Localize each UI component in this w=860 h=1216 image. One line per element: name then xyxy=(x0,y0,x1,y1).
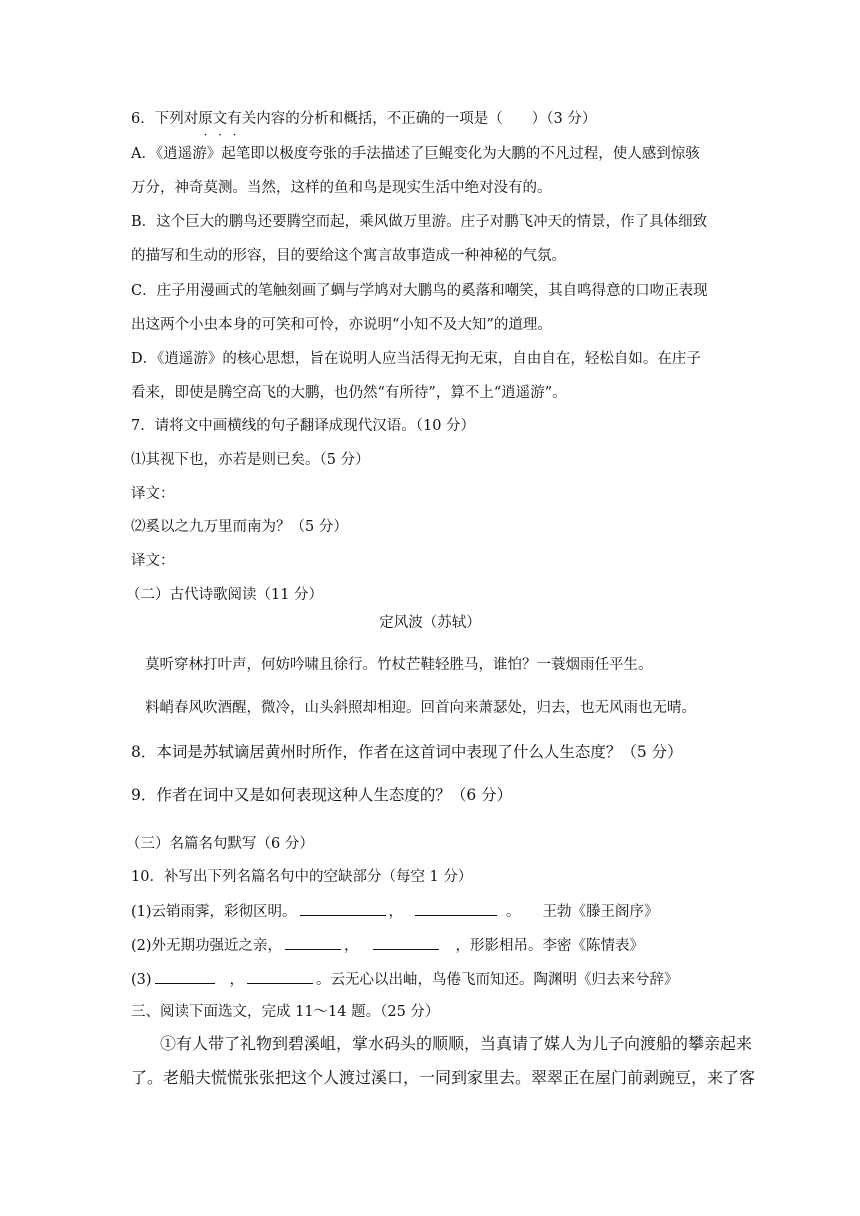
question-6-stem xyxy=(131,109,596,129)
question-10-stem: 10．补写出下列名篇名句中的空缺部分（每空 1 分） xyxy=(131,869,473,885)
question-7-stem: 7．请将文中画横线的句子翻译成现代汉语。（10 分） xyxy=(131,418,476,434)
answer-blank[interactable] xyxy=(247,969,313,984)
option-c-line1: C．庄子用漫画式的笔触刻画了蜩与学鸠对大鹏鸟的奚落和嘲笑，其自鸣得意的口吻正表现 xyxy=(131,283,708,299)
option-c-line2: 出这两个小虫本身的可笑和可怜，亦说明“小知不及大知”的道理。 xyxy=(131,317,552,333)
row1-sep: ， xyxy=(388,904,404,920)
row2-sep: ， xyxy=(344,938,359,954)
row1-source: 王勃《滕王阁序》 xyxy=(542,904,659,920)
emphasis-char: 原 xyxy=(198,111,213,127)
section-heading-recitation: （三）名篇名句默写（6 分） xyxy=(126,836,314,852)
answer-blank[interactable] xyxy=(300,901,386,916)
option-a-line2: 万分，神奇莫测。当然，这样的鱼和鸟是现实生活中绝对没有的。 xyxy=(131,180,552,196)
translation-label-1: 译文： xyxy=(131,486,175,502)
option-b-line1: B．这个巨大的鹏鸟还要腾空而起，乘风做万里游。庄子对鹏飞冲天的情景，作了具体细致 xyxy=(131,214,708,230)
option-d-line2: 看来，即使是腾空高飞的大鹏，也仍然“有所待”，算不上“逍遥游”。 xyxy=(131,385,567,401)
question-8: 8．本词是苏轼谪居黄州时所作，作者在这首词中表现了什么人生态度？（5 分） xyxy=(131,743,683,761)
answer-blank[interactable] xyxy=(285,935,341,950)
poem-line-1: 莫听穿林打叶声，何妨吟啸且徐行。竹杖芒鞋轻胜马，谁怕？一蓑烟雨任平生。 xyxy=(145,657,653,673)
translation-label-2: 译文： xyxy=(131,553,175,569)
recitation-row-2 xyxy=(131,935,644,956)
question-9: 9．作者在词中又是如何表现这种人生态度的？（6 分） xyxy=(131,786,513,804)
passage-line-1: ①有人带了礼物到碧溪岨，掌水码头的顺顺，当真请了媒人为儿子向渡船的攀亲起来 xyxy=(160,1034,753,1053)
section-heading-reading: 三、阅读下面选文，完成 11～14 题。（25 分） xyxy=(131,1004,440,1020)
row2-text: (2)外无期功强近之亲， xyxy=(131,938,283,954)
poem-title: 定风波（苏轼） xyxy=(379,615,481,631)
question-7-sentence-1: ⑴其视下也，亦若是则已矣。（5 分） xyxy=(131,452,370,468)
passage-line-2: 了。老船夫慌慌张张把这个人渡过溪口，一同到家里去。翠翠正在屋门前剥豌豆，来了客 xyxy=(131,1068,756,1087)
emphasis-char: 文 xyxy=(212,111,228,127)
answer-blank[interactable] xyxy=(415,901,497,916)
row3-sep: ， xyxy=(229,972,245,988)
row1-end: 。 xyxy=(506,904,521,920)
answer-blank[interactable] xyxy=(373,935,439,950)
poem-line-2: 料峭春风吹酒醒，微冷，山头斜照却相迎。回首向来萧瑟处，归去，也无风雨也无晴。 xyxy=(145,700,696,716)
row1-text: (1)云销雨霁，彩彻区明。 xyxy=(131,904,297,920)
recitation-row-1 xyxy=(131,901,659,922)
row3-text: (3) xyxy=(131,972,152,988)
row2-end: ，形影相吊。李密《陈情表》 xyxy=(455,938,645,954)
option-d-line1: D．《逍遥游》的核心思想，旨在说明人应当活得无拘无束，自由自在，轻松自如。在庄子 xyxy=(131,351,701,367)
option-a-line1: A．《逍遥游》起笔即以极度夸张的手法描述了巨鲲变化为大鹏的不凡过程，使人感到惊骇 xyxy=(131,146,700,162)
q6-stem-post: 关内容的分析和概括，不正确的一项是（ ）（3 分） xyxy=(241,111,597,127)
option-b-line2: 的描写和生动的形容，目的要给这个寓言故事造成一种神秘的气氛。 xyxy=(131,248,566,264)
section-heading-poetry: （二）古代诗歌阅读（11 分） xyxy=(126,587,324,603)
row3-end: 。云无心以出岫，鸟倦飞而知还。陶渊明《归去来兮辞》 xyxy=(316,972,679,988)
recitation-row-3 xyxy=(131,969,679,990)
q6-stem-pre: 6．下列对 xyxy=(131,111,199,127)
emphasis-char: 有 xyxy=(227,111,242,127)
question-7-sentence-2: ⑵奚以之九万里而南为？（5 分） xyxy=(131,519,348,535)
answer-blank[interactable] xyxy=(155,969,215,984)
